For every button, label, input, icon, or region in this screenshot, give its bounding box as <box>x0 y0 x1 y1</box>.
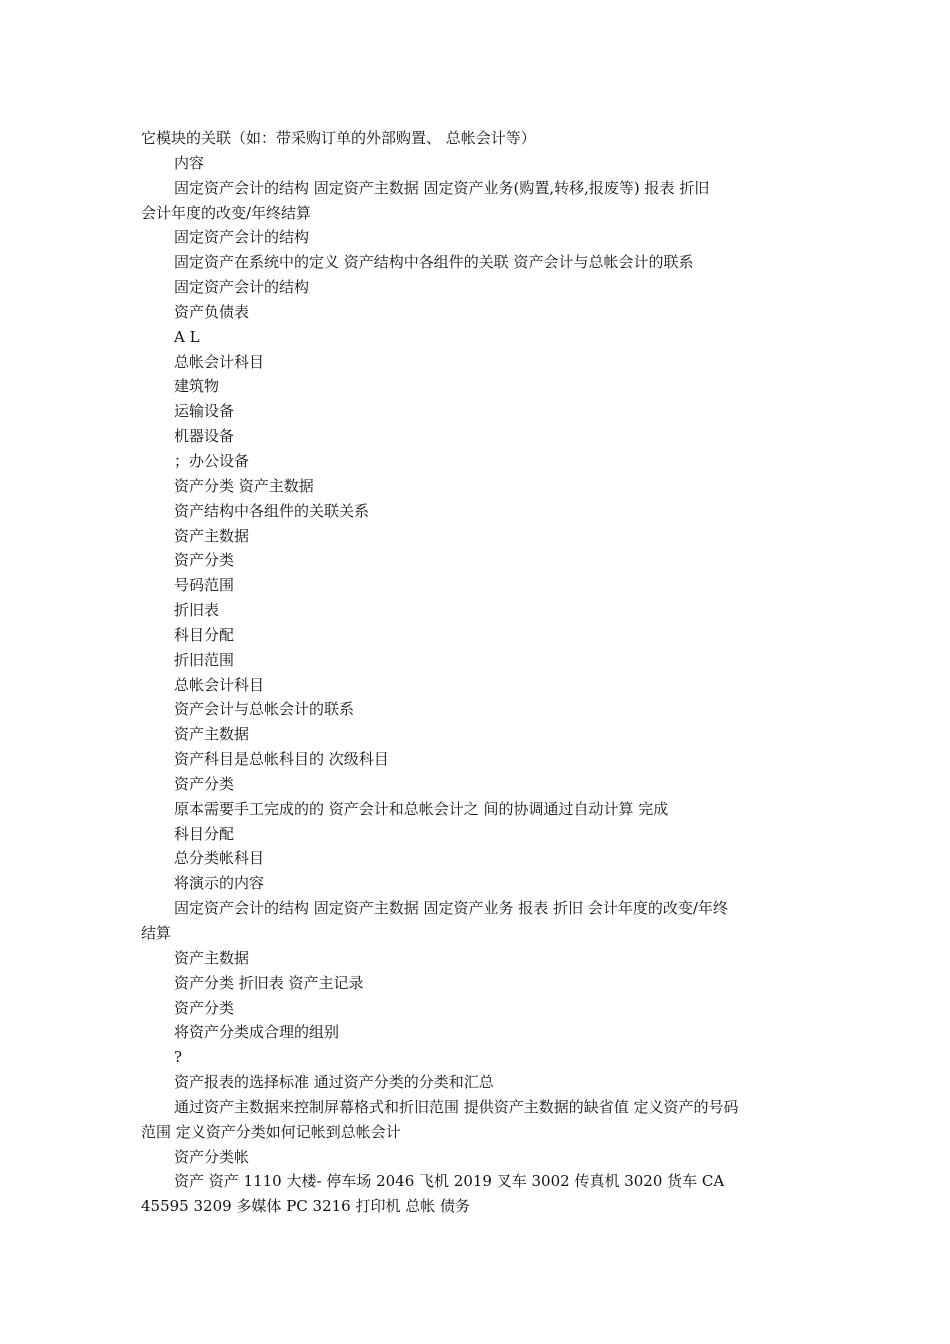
text-line: 45595 3209 多媒体 PC 3216 打印机 总帐 债务 <box>141 1197 471 1216</box>
text-line: 固定资产在系统中的定义 资产结构中各组件的关联 资产会计与总帐会计的联系 <box>174 253 694 272</box>
text-line: 资产 资产 1110 大楼- 停车场 2046 飞机 2019 叉车 3002 传真机 3020 货车 CA <box>174 1172 725 1191</box>
text-line: 资产会计与总帐会计的联系 <box>174 700 355 719</box>
text-line: 资产分类帐 <box>174 1147 250 1166</box>
text-line: A L <box>174 327 200 346</box>
text-line: 资产分类 <box>174 998 235 1017</box>
text-line: 固定资产会计的结构 <box>174 278 310 297</box>
text-line: 折旧范围 <box>174 650 235 669</box>
text-line: 科目分配 <box>174 625 235 644</box>
text-line: 总帐会计科目 <box>174 675 265 694</box>
text-line: ? <box>174 1048 183 1067</box>
text-line: 运输设备 <box>174 402 235 421</box>
text-line: 号码范围 <box>174 576 235 595</box>
text-line: 固定资产会计的结构 固定资产主数据 固定资产业务(购置,转移,报废等) 报表 折旧 <box>174 178 710 197</box>
text-line: 资产主数据 <box>174 725 250 744</box>
text-line: 会计年度的改变/年终结算 <box>141 203 312 222</box>
text-line: 总分类帐科目 <box>174 849 265 868</box>
text-line: 资产结构中各组件的关联关系 <box>174 501 370 520</box>
text-line: 总帐会计科目 <box>174 352 265 371</box>
text-line: 内容 <box>174 153 205 172</box>
document-body <box>141 126 813 1219</box>
text-line: 固定资产会计的结构 <box>174 228 310 247</box>
text-line: 将资产分类成合理的组别 <box>174 1023 340 1042</box>
text-line: 通过资产主数据来控制屏幕格式和折旧范围 提供资产主数据的缺省值 定义资产的号码 <box>174 1097 739 1116</box>
text-line: 折旧表 <box>174 601 220 620</box>
text-line: 资产主数据 <box>174 526 250 545</box>
text-line: 将演示的内容 <box>174 874 265 893</box>
text-line: 原本需要手工完成的的 资产会计和总帐会计之 间的协调通过自动计算 完成 <box>174 799 669 818</box>
text-line: 资产分类 资产主数据 <box>174 476 314 495</box>
text-line: 机器设备 <box>174 427 235 446</box>
text-line: 资产科目是总帐科目的 次级科目 <box>174 750 389 769</box>
text-line: 结算 <box>141 924 172 942</box>
text-line: 建筑物 <box>174 377 220 396</box>
text-line: 资产主数据 <box>174 948 250 967</box>
text-line: 资产分类 <box>174 774 235 793</box>
text-line: 科目分配 <box>174 824 235 843</box>
text-line: 资产负债表 <box>174 302 250 321</box>
text-line: 资产分类 <box>174 551 235 570</box>
text-line: 固定资产会计的结构 固定资产主数据 固定资产业务 报表 折旧 会计年度的改变/年终 <box>174 899 728 918</box>
text-line: 它模块的关联（如：带采购订单的外部购置、 总帐会计等） <box>141 129 536 147</box>
text-line: ；办公设备 <box>174 451 250 470</box>
text-line: 资产报表的选择标准 通过资产分类的分类和汇总 <box>174 1073 494 1092</box>
text-line: 范围 定义资产分类如何记帐到总帐会计 <box>141 1122 401 1141</box>
text-line: 资产分类 折旧表 资产主记录 <box>174 973 364 992</box>
